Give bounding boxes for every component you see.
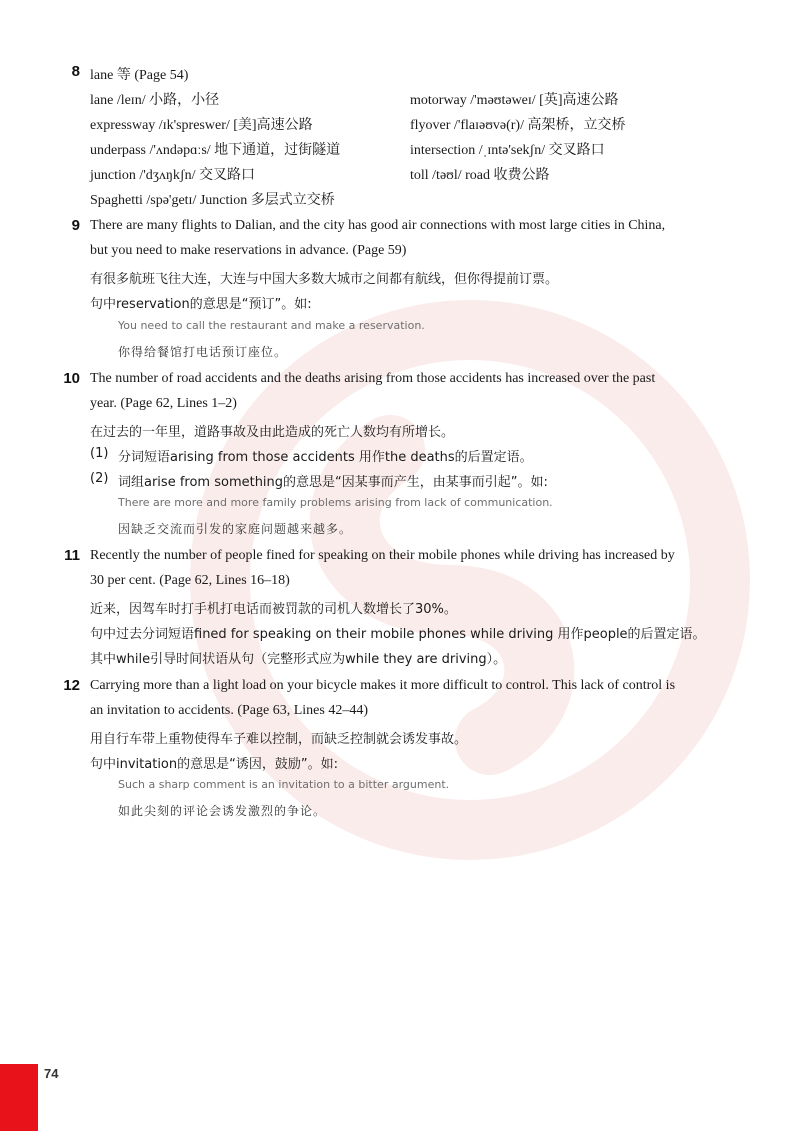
- sub-point-marker: (1): [90, 446, 109, 461]
- entry-number: 9: [71, 217, 80, 234]
- vocab-left-4: junction /'dʒʌŋkʃn/ 交叉路口: [90, 168, 255, 183]
- page-corner-bar: [0, 1064, 38, 1131]
- sentence-line-1: Recently the number of people fined for speaking on their mobile phones while driving has increased by: [90, 548, 675, 563]
- vocab-left-2: expressway /ɪk'spreswer/ [美]高速公路: [90, 118, 313, 133]
- sentence-line-1: The number of road accidents and the deaths arising from those accidents has increased over the past: [90, 371, 656, 386]
- note: 句中invitation的意思是“诱因，鼓励”。如:: [90, 757, 338, 772]
- translation: 在过去的一年里，道路事故及由此造成的死亡人数均有所增长。: [90, 425, 455, 440]
- translation: 用自行车带上重物使得车子难以控制，而缺乏控制就会诱发事故。: [90, 732, 468, 747]
- note: 句中reservation的意思是“预订”。如:: [90, 297, 312, 312]
- entry-number: 8: [71, 63, 80, 80]
- sentence-line-2: but you need to make reservations in advance. (Page 59): [90, 243, 407, 258]
- sentence-line-2: an invitation to accidents. (Page 63, Lines 42–44): [90, 703, 368, 718]
- vocab-left-5: Spaghetti /spə'getɪ/ Junction 多层式立交桥: [90, 193, 335, 208]
- vocab-left-3: underpass /'ʌndəpɑːs/ 地下通道，过街隧道: [90, 143, 341, 158]
- sub-point-marker: (2): [90, 471, 109, 486]
- example-english: There are more and more family problems arising from lack of communication.: [118, 496, 553, 509]
- entry-number: 10: [63, 370, 80, 387]
- example-english: Such a sharp comment is an invitation to a bitter argument.: [118, 778, 450, 791]
- translation: 有很多航班飞往大连，大连与中国大多数大城市之间都有航线，但你得提前订票。: [90, 272, 559, 287]
- note-line-2: 其中while引导时间状语从句（完整形式应为while they are driving）。: [90, 652, 507, 667]
- vocab-right-2: flyover /'flaɪəʊvə(r)/ 高架桥，立交桥: [410, 118, 626, 133]
- sentence-line-1: Carrying more than a light load on your bicycle makes it more difficult to control. This lack of control is: [90, 678, 676, 693]
- sub-point-text: 分词短语arising from those accidents 用作the deaths的后置定语。: [118, 450, 533, 465]
- translation: 近来，因驾车时打手机打电话而被罚款的司机人数增长了30%。: [90, 602, 457, 617]
- vocab-right-1: motorway /'məʊtəweɪ/ [英]高速公路: [410, 93, 619, 108]
- example-chinese: 因缺乏交流而引发的家庭问题越来越多。: [118, 522, 353, 536]
- entry-number: 12: [63, 677, 80, 694]
- note-line-1: 句中过去分词短语fined for speaking on their mobile phones while driving 用作people的后置定语。: [90, 627, 706, 642]
- entry-number: 11: [64, 547, 80, 564]
- page-number: 74: [44, 1066, 59, 1081]
- sentence-line-2: year. (Page 62, Lines 1–2): [90, 396, 237, 411]
- sentence-line-2: 30 per cent. (Page 62, Lines 16–18): [90, 573, 290, 588]
- sentence-line-1: There are many flights to Dalian, and the city has good air connections with most large cities in China,: [90, 218, 666, 233]
- sub-point-text: 词组arise from something的意思是“因某事而产生，由某事而引起”。如:: [118, 475, 548, 490]
- example-chinese: 你得给餐馆打电话预订座位。: [118, 345, 288, 359]
- vocab-left-1: lane /leɪn/ 小路，小径: [90, 93, 220, 108]
- vocab-right-4: toll /təʊl/ road 收费公路: [410, 168, 550, 183]
- example-chinese: 如此尖刻的评论会诱发激烈的争论。: [118, 804, 327, 818]
- vocab-right-3: intersection /ˌɪntə'sekʃn/ 交叉路口: [410, 143, 605, 158]
- entry-heading: lane 等 (Page 54): [90, 68, 189, 83]
- example-english: You need to call the restaurant and make a reservation.: [118, 319, 425, 332]
